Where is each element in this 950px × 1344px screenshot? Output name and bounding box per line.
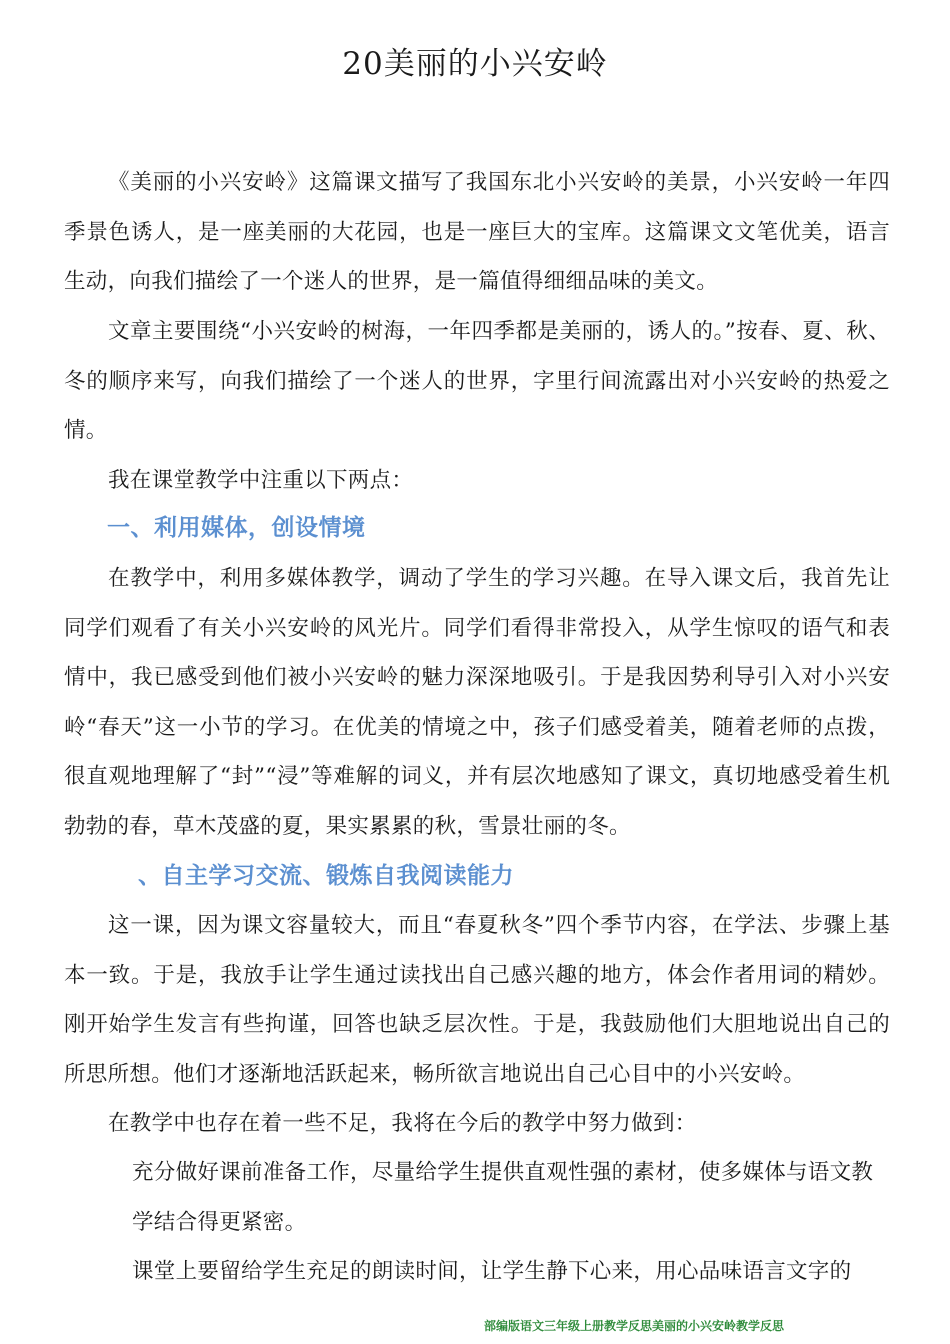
list-item-reading-time: 课堂上要留给学生充足的朗读时间，让学生静下心来，用心品味语言文字的 (132, 1259, 852, 1284)
page-footer: 部编版语文三年级上册教学反思美丽的小兴安岭教学反思 (483, 1319, 784, 1333)
paragraph-focus-points: 我在课堂教学中注重以下两点： (108, 468, 414, 493)
section-heading-media: 一、利用媒体，创设情境 (107, 515, 366, 541)
paragraph-theme: 文章主要围绕“小兴安岭的树海，一年四季都是美丽的，诱人的。”按春、夏、秋、冬的顺序来写，向我们描绘了一个迷人的世界，字里行间流露出对小兴安岭的热爱之情。 (64, 319, 890, 443)
list-item-preparation: 充分做好课前准备工作，尽量给学生提供直观性强的素材，使多媒体与语文教学结合得更紧密。 (132, 1160, 874, 1235)
paragraph-intro: 《美丽的小兴安岭》这篇课文描写了我国东北小兴安岭的美景，小兴安岭一年四季景色诱人，是一座美丽的大花园，也是一座巨大的宝库。这篇课文文笔优美，语言生动，向我们描绘了一个迷人的世界，是一篇值得细细品味的美文。 (64, 170, 890, 294)
paragraph-self-study: 这一课，因为课文容量较大，而且“春夏秋冬”四个季节内容，在学法、步骤上基本一致。于是，我放手让学生通过读找出自己感兴趣的地方，体会作者用词的精妙。刚开始学生发言有些拘谨，回答也缺乏层次性。于是，我鼓励他们大胆地说出自己的所思所想。他们才逐渐地活跃起来，畅所欲言地说出自己心目中的小兴安岭。 (64, 913, 890, 1087)
paragraph-shortcomings: 在教学中也存在着一些不足，我将在今后的教学中努力做到： (108, 1111, 697, 1136)
section-heading-self-study: 、自主学习交流、锻炼自我阅读能力 (138, 863, 514, 889)
page-title: 20美丽的小兴安岭 (342, 46, 608, 82)
paragraph-media-teaching: 在教学中，利用多媒体教学，调动了学生的学习兴趣。在导入课文后，我首先让同学们观看了有关小兴安岭的风光片。同学们看得非常投入，从学生惊叹的语气和表情中，我已感受到他们被小兴安岭的魅力深深地吸引。于是我因势利导引入对小兴安岭“春天”这一小节的学习。在优美的情境之中，孩子们感受着美，随着老师的点拨，很直观地理解了“封”“浸”等难解的词义，并有层次地感知了课文，真切地感受着生机勃勃的春，草木茂盛的夏，果实累累的秋，雪景壮丽的冬。 (64, 566, 890, 839)
